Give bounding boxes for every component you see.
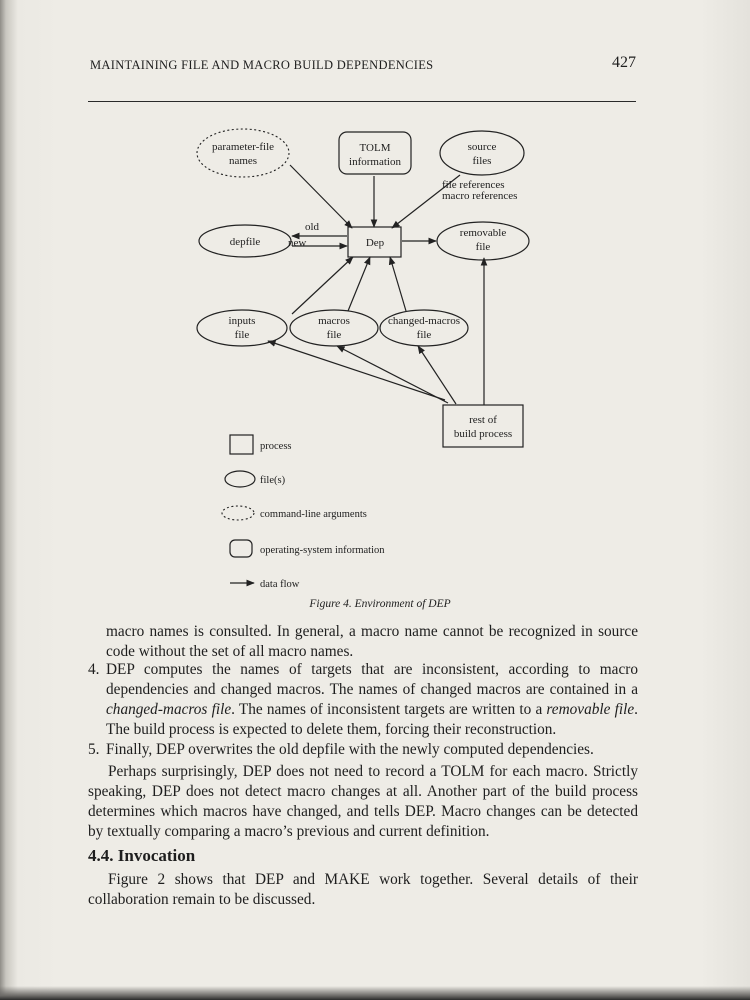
list-text: . The names of inconsistent targets are written to a (231, 701, 547, 718)
tolm-label-1: TOLM (359, 142, 391, 154)
node-inputs-file (197, 310, 287, 346)
node-source-files (440, 131, 524, 175)
paragraph-invocation: Figure 2 shows that DEP and MAKE work together. Several details of their collaboration remain to be discussed. (88, 871, 638, 908)
source-label-1: source (467, 141, 497, 153)
list-text: Finally, DEP overwrites the old depfile with the newly computed dependencies. (106, 741, 594, 758)
dep-label: Dep (365, 237, 385, 249)
macros-label-1: macros (318, 315, 350, 327)
numbered-list (88, 660, 638, 760)
running-title: MAINTAINING FILE AND MACRO BUILD DEPENDENCIES (90, 58, 434, 72)
legend-data-flow-label: data flow (260, 579, 300, 590)
legend-os-label: operating-system information (260, 545, 385, 556)
list-number: 5. (88, 741, 100, 758)
figure-caption: Figure 4. Environment of DEP (309, 598, 451, 610)
macro-references-label: macro references (442, 190, 518, 202)
old-label: old (305, 221, 320, 233)
legend-os-box (230, 540, 252, 557)
parameter-file-label-1: parameter-file (211, 141, 275, 153)
node-tolm-information (339, 132, 411, 174)
list-text: DEP computes the names of targets that are inconsistent, according to macro dependencies and changed macros. The names of changed macros are contained in a (106, 661, 638, 698)
inputs-label-2: file (234, 329, 250, 341)
edge-build-to-macros (337, 346, 448, 403)
node-changed-macros-file (380, 310, 468, 346)
file-references-label: file references (442, 179, 505, 191)
list-text: . The build process is expected to delete them, forcing their reconstruction. (106, 701, 638, 738)
edge-changed-to-dep (390, 257, 406, 311)
list-number: 4. (88, 661, 100, 678)
emphasis-removable-file: removable file (546, 701, 635, 718)
inputs-label-1: inputs (228, 315, 256, 327)
node-dep-process (348, 227, 401, 257)
edge-build-to-changed (418, 346, 456, 404)
legend-files-label: file(s) (260, 475, 286, 486)
legend-command-line-ellipse (222, 506, 254, 520)
legend-process-label: process (260, 441, 292, 452)
node-macros-file (290, 310, 378, 346)
list-item-5 (88, 740, 638, 760)
diagram-legend (222, 435, 385, 590)
list-item-4 (88, 660, 638, 740)
macros-label-2: file (326, 329, 342, 341)
removable-label-2: file (475, 241, 491, 253)
section-heading: 4.4. Invocation (88, 846, 196, 865)
tolm-label-2: information (349, 156, 401, 168)
removable-label-1: removable (459, 227, 507, 239)
paragraph-macros-tolm: Perhaps surprisingly, DEP does not need to record a TOLM for each macro. Strictly speaking, DEP does not detect macro changes at all. Another part of the build process determines which macros have changed, and tells DEP. Macro changes can be detected by textually comparing a macro’s previous and current definition. (88, 763, 638, 840)
edge-parameter-to-dep (290, 165, 352, 228)
legend-file-ellipse (225, 471, 255, 487)
depfile-label: depfile (229, 236, 261, 248)
source-label-2: files (472, 155, 492, 167)
changed-macros-label-2: file (416, 329, 432, 341)
changed-macros-label-1: changed-macros (387, 315, 461, 327)
page-number: 427 (612, 54, 636, 71)
edge-inputs-to-dep (292, 257, 353, 314)
legend-process-box (230, 435, 253, 454)
emphasis-changed-macros: changed-macros file (106, 701, 232, 718)
new-label: new (288, 237, 307, 249)
legend-command-line-label: command-line arguments (260, 509, 367, 520)
node-depfile (199, 225, 291, 257)
edge-build-to-inputs (268, 341, 445, 400)
node-parameter-file (197, 129, 289, 177)
build-process-label-2: build process (453, 428, 513, 440)
node-removable-file (437, 222, 529, 260)
scan-edge (0, 986, 750, 1000)
edge-macros-to-dep (348, 257, 370, 311)
continuation-text: macro names is consulted. In general, a macro name cannot be recognized in source code without the set of all macro names. (106, 623, 638, 660)
node-build-process (443, 405, 523, 447)
parameter-file-label-2: names (228, 155, 258, 167)
build-process-label-1: rest of (469, 414, 497, 426)
